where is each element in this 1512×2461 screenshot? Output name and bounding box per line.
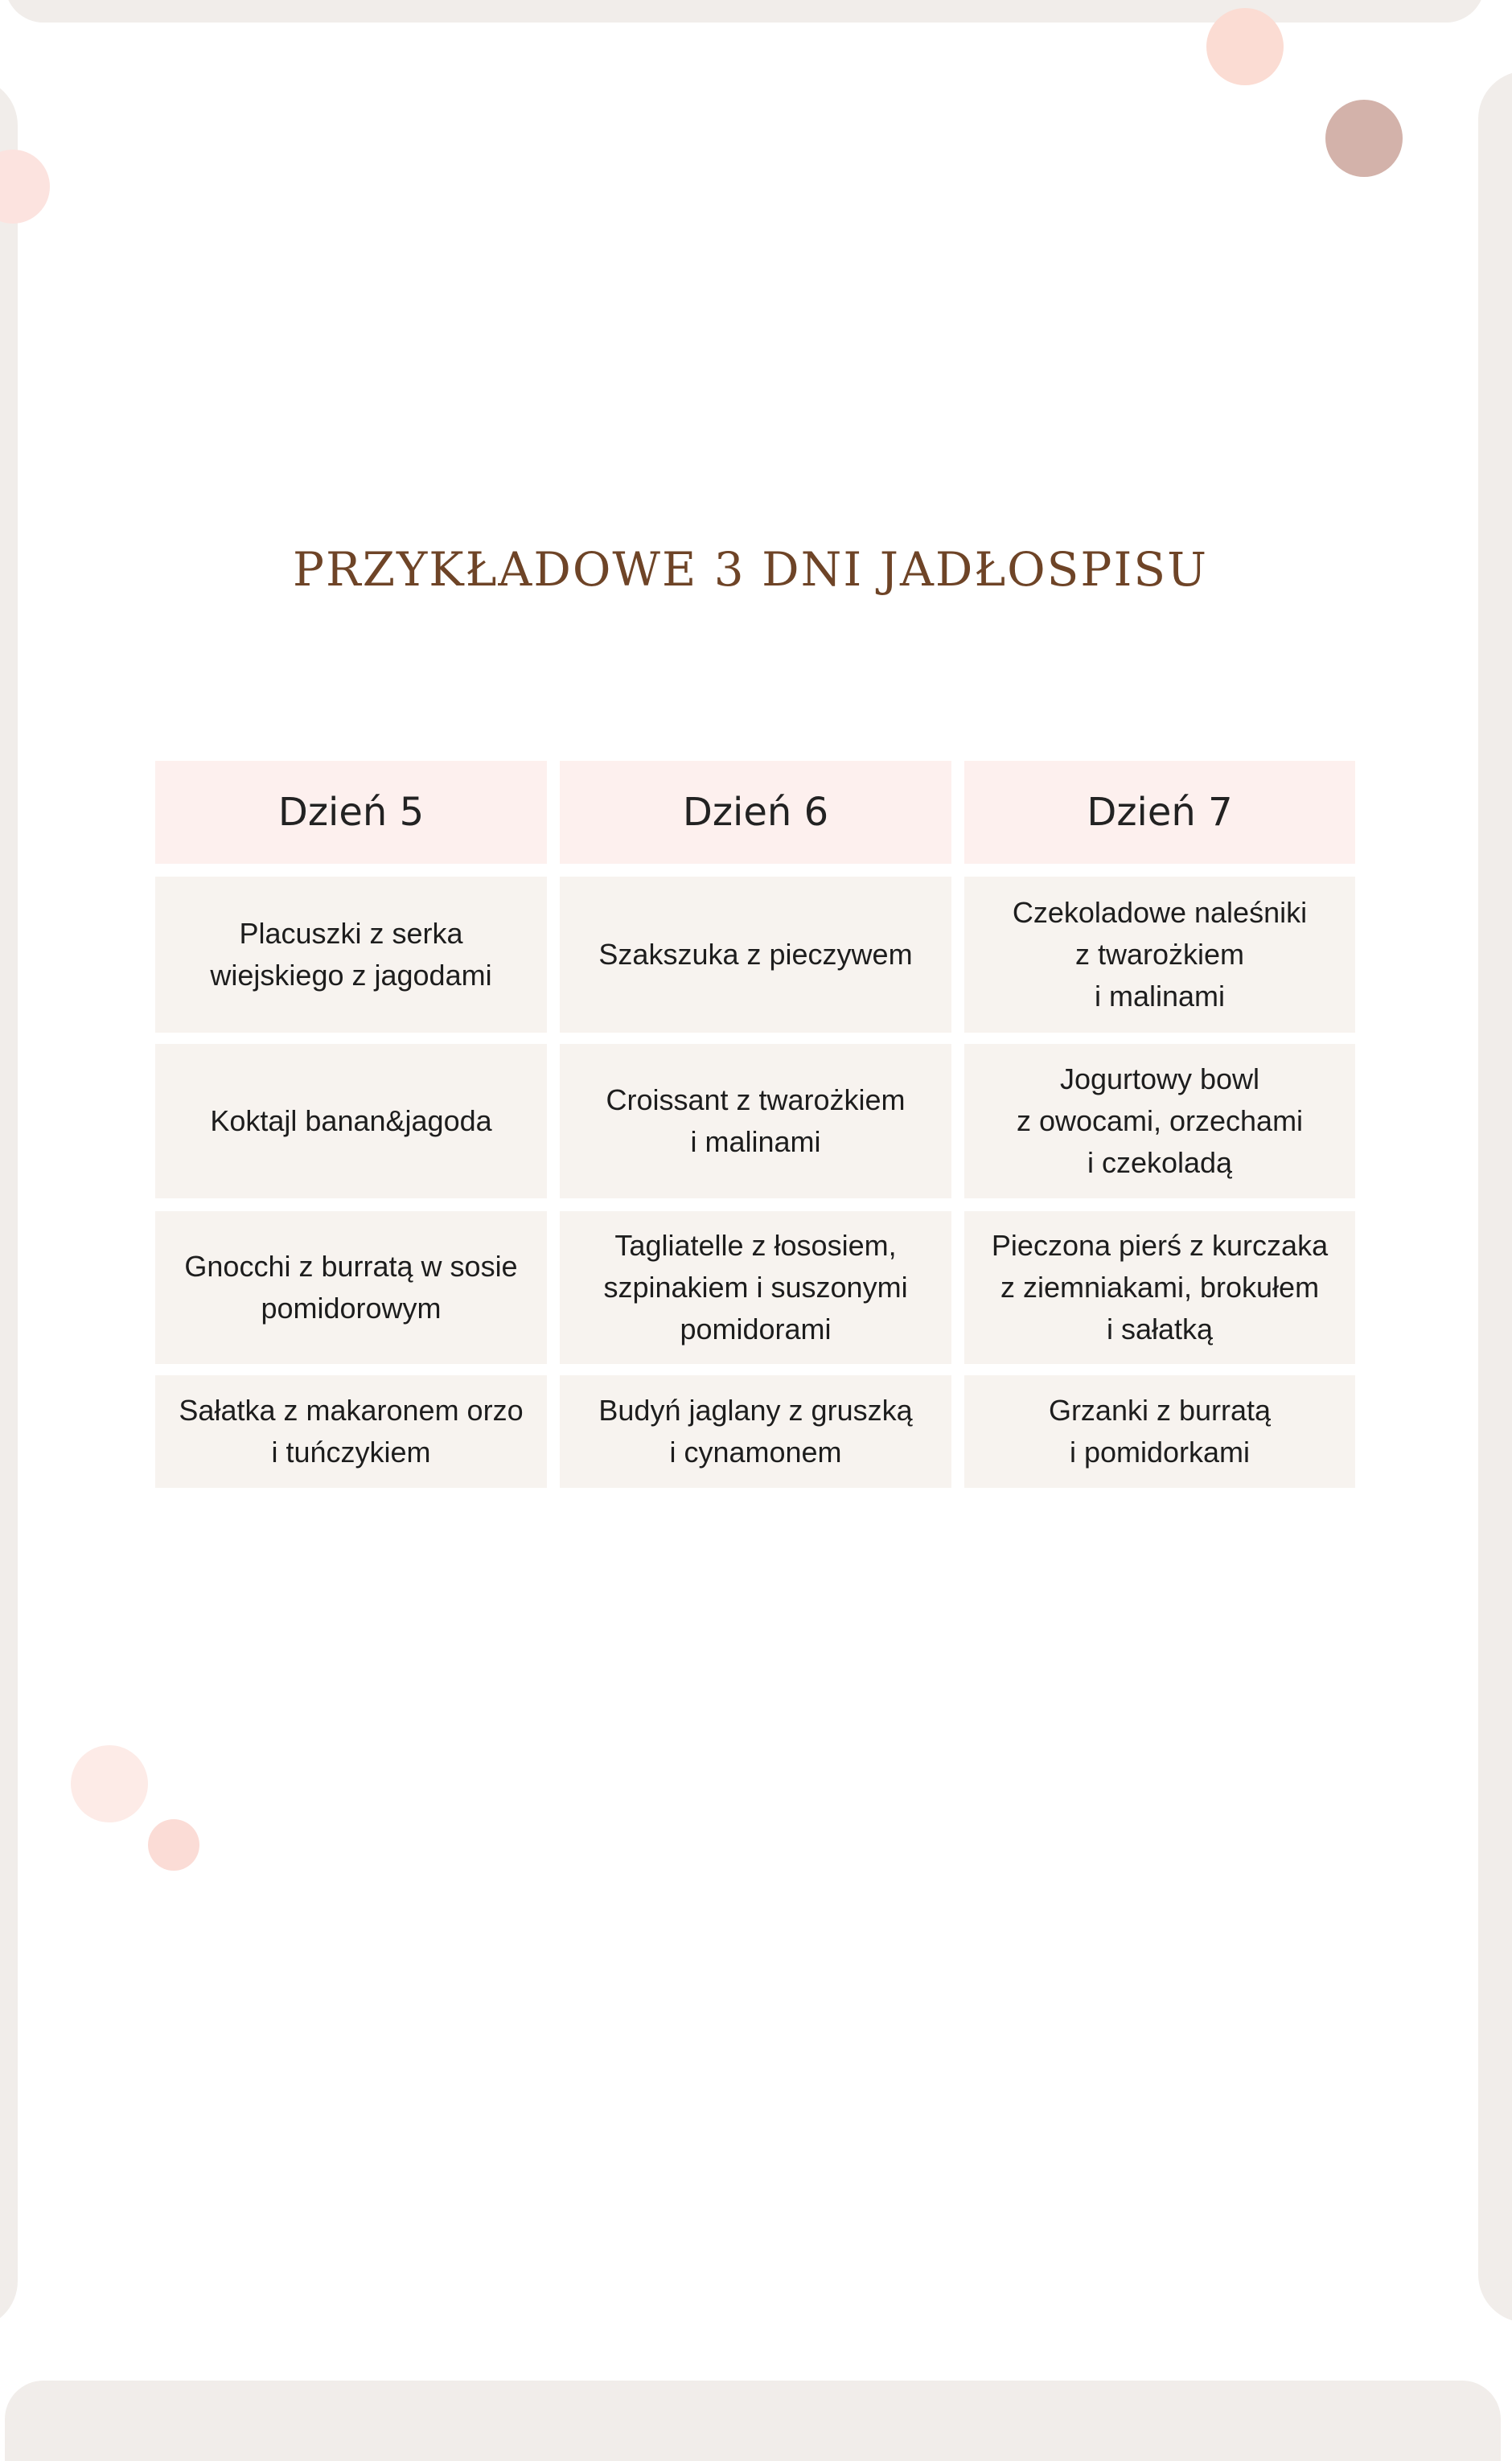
decorative-frame-left (0, 77, 18, 2329)
table-header-day-7: Dzień 7 (964, 761, 1355, 864)
table-cell: Placuszki z serka wiejskiego z jagodami (155, 877, 547, 1033)
table-cell: Koktajl banan&jagoda (155, 1044, 547, 1198)
table-cell: Czekoladowe naleśniki z twarożkiem i malinami (964, 877, 1355, 1033)
decorative-dot (1206, 8, 1284, 85)
table-cell: Gnocchi z burratą w sosie pomidorowym (155, 1211, 547, 1364)
table-cell: Pieczona pierś z kurczaka z ziemniakami, brokułem i sałatką (964, 1211, 1355, 1364)
table-cell: Szakszuka z pieczywem (560, 877, 951, 1033)
table-cell: Grzanki z burratą i pomidorkami (964, 1375, 1355, 1488)
table-cell: Sałatka z makaronem orzo i tuńczykiem (155, 1375, 547, 1488)
table-cell: Jogurtowy bowl z owocami, orzechami i czekoladą (964, 1044, 1355, 1198)
table-cell: Croissant z twarożkiem i malinami (560, 1044, 951, 1198)
page-title: PRZYKŁADOWE 3 DNI JADŁOSPISU (293, 542, 1208, 597)
decorative-dot (148, 1819, 199, 1871)
decorative-dot (71, 1745, 148, 1822)
decorative-frame-bottom (5, 2381, 1501, 2461)
table-cell: Tagliatelle z łososiem, szpinakiem i suszonymi pomidorami (560, 1211, 951, 1364)
decorative-dot (1325, 100, 1403, 177)
table-cell: Budyń jaglany z gruszką i cynamonem (560, 1375, 951, 1488)
table-header-day-6: Dzień 6 (560, 761, 951, 864)
decorative-dot (0, 150, 50, 224)
table-header-day-5: Dzień 5 (155, 761, 547, 864)
decorative-frame-right (1478, 71, 1512, 2323)
